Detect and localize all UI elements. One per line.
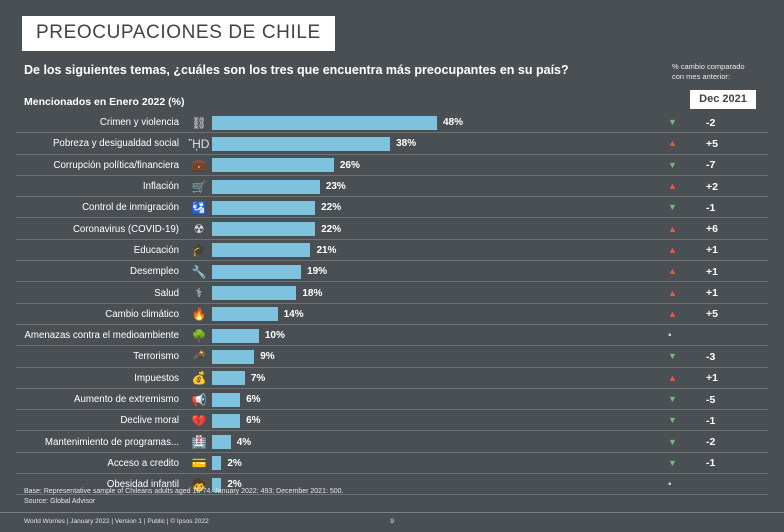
bar-container	[212, 155, 596, 176]
shopping-cart-icon: 🛒	[191, 179, 207, 194]
person-begging-icon: ᾜD	[188, 136, 210, 151]
chart-subtitle: Mencionados en Enero 2022 (%)	[24, 96, 185, 108]
bar	[212, 307, 278, 321]
bar-value-label: 6%	[246, 394, 261, 405]
comparison-period-badge: Dec 2021	[690, 90, 756, 109]
bar-chart	[8, 112, 776, 495]
child-icon: 🧒	[191, 477, 207, 492]
bar-value-label: 48%	[443, 117, 464, 129]
category-label: Impuestos	[134, 372, 179, 384]
delta-cell	[596, 453, 776, 474]
chart-row	[8, 112, 776, 133]
bar	[212, 456, 221, 470]
bar-value-label: 10%	[264, 330, 285, 342]
delta-cell	[596, 218, 776, 239]
bar-value-label: 2%	[227, 479, 242, 491]
delta-value: -1	[706, 414, 716, 427]
category-label: Mantenimiento de programas...	[44, 436, 179, 448]
chart-row	[8, 325, 776, 346]
briefcase-money-icon: 💼	[191, 158, 207, 173]
delta-cell	[596, 133, 776, 154]
chart-row	[8, 155, 776, 176]
bar	[212, 350, 254, 364]
graduation-cap-icon: 🎓	[191, 243, 207, 258]
delta-cell	[596, 474, 776, 495]
bar-container	[212, 112, 596, 133]
arrow-down-icon: ▼	[668, 117, 677, 128]
delta-cell	[596, 155, 776, 176]
delta-value: +1	[706, 265, 718, 278]
bar-container	[212, 133, 596, 154]
bar-container	[212, 176, 596, 197]
bar-container	[212, 368, 596, 389]
bar	[212, 116, 437, 130]
base-note	[24, 487, 343, 507]
tree-icon: 🌳	[191, 328, 207, 343]
comparison-note: % cambio comparado con mes anterior:	[672, 62, 745, 82]
chart-row	[8, 282, 776, 303]
category-label: Aumento de extremismo	[74, 394, 179, 405]
arrow-down-icon: ▼	[668, 436, 677, 447]
bar-container	[212, 389, 596, 410]
megaphone-icon: 📢	[191, 392, 207, 407]
delta-cell	[596, 197, 776, 218]
survey-question: De los siguientes temas, ¿cuáles son los tres que encuentra más preocupantes en su país?	[24, 63, 569, 77]
delta-cell	[596, 368, 776, 389]
bar-container	[212, 346, 596, 367]
bar-container	[212, 282, 596, 303]
arrow-up-icon: ▲	[668, 244, 677, 255]
footer-bar	[0, 512, 784, 532]
bar-value-label: 14%	[283, 308, 304, 320]
money-icon: 💰	[191, 371, 207, 386]
broken-heart-icon: 💔	[191, 413, 207, 428]
delta-value: -7	[706, 159, 716, 172]
page-number: 9	[390, 518, 394, 525]
chart-row	[8, 410, 776, 431]
delta-value: +1	[706, 244, 718, 257]
footer-meta: World Worries | January 2022 | Version 1 | Public | © Ipsos 2022	[24, 518, 209, 525]
arrow-down-icon: ▼	[668, 159, 677, 170]
chart-row	[8, 453, 776, 474]
bar-container	[212, 431, 596, 452]
bar	[212, 243, 310, 257]
bar-container	[212, 410, 596, 431]
category-label: Salud	[154, 287, 179, 299]
arrow-down-icon: ▼	[668, 415, 677, 426]
bar	[212, 137, 390, 151]
bar-value-label: 18%	[302, 287, 323, 299]
bar-value-label: 7%	[250, 372, 266, 384]
delta-value: -3	[706, 350, 716, 363]
bar-value-label: 9%	[260, 351, 275, 363]
chart-row	[8, 346, 776, 367]
base-note-line1: Base: Representative sample of Chileans adults aged 16-74. January 2022: 493; December 2021: 500.	[24, 488, 344, 495]
bar-container	[212, 453, 596, 474]
category-label: Educación	[133, 244, 179, 256]
bomb-icon: 💣	[191, 349, 207, 364]
category-label: Coronavirus (COVID-19)	[72, 223, 179, 235]
hospital-icon: 🏥	[191, 435, 207, 450]
delta-value: -1	[706, 201, 716, 214]
category-label: Control de inmigración	[82, 202, 179, 214]
delta-value: -2	[706, 116, 716, 129]
no-change-icon: ▪	[668, 329, 672, 341]
arrow-down-icon: ▼	[668, 351, 677, 362]
bar-container	[212, 304, 596, 325]
delta-value: +1	[706, 287, 718, 300]
bar	[212, 435, 231, 449]
bar-container	[212, 240, 596, 261]
bar-value-label: 26%	[339, 159, 360, 171]
fire-icon: 🔥	[191, 307, 207, 322]
delta-cell	[596, 176, 776, 197]
chart-row	[8, 218, 776, 239]
delta-cell	[596, 346, 776, 367]
category-label: Desempleo	[129, 266, 179, 278]
virus-icon: ☢	[193, 222, 205, 237]
delta-value: -2	[706, 436, 716, 449]
bar-container	[212, 197, 596, 218]
arrow-up-icon: ▲	[668, 223, 677, 234]
category-label: Pobreza y desigualdad social	[52, 138, 179, 150]
delta-cell	[596, 304, 776, 325]
bar	[212, 329, 259, 343]
page-title: PREOCUPACIONES DE CHILE	[22, 16, 335, 51]
category-label: Acceso a credito	[107, 457, 179, 469]
no-change-icon: ▪	[668, 478, 672, 490]
chart-row	[8, 368, 776, 389]
bar	[212, 414, 240, 428]
base-note-line2: Source: Global Advisor	[24, 497, 96, 505]
arrow-up-icon: ▲	[668, 266, 677, 277]
chart-row	[8, 240, 776, 261]
delta-value: -5	[706, 393, 716, 406]
delta-value: -1	[706, 457, 716, 470]
bar	[212, 158, 334, 172]
arrow-down-icon: ▼	[668, 457, 677, 468]
bar-value-label: 2%	[227, 457, 242, 469]
worker-tools-icon: 🔧	[191, 264, 207, 279]
arrow-up-icon: ▲	[668, 138, 677, 149]
delta-cell	[596, 112, 776, 133]
category-label: Amenazas contra el medioambiente	[24, 330, 179, 342]
delta-value: +5	[706, 137, 718, 150]
chart-row	[8, 197, 776, 218]
category-label: Obesidad infantil	[106, 479, 179, 491]
medical-kit-icon: ⚕	[195, 286, 203, 301]
handcuffs-icon: ⛓	[191, 115, 207, 130]
passport-icon: 🛂	[191, 200, 207, 215]
category-label: Terrorismo	[133, 351, 179, 363]
bar-container	[212, 261, 596, 282]
chart-row	[8, 261, 776, 282]
bar-value-label: 21%	[316, 244, 337, 256]
bar-value-label: 23%	[325, 181, 346, 193]
arrow-up-icon: ▲	[668, 181, 677, 192]
arrow-up-icon: ▲	[668, 308, 677, 319]
bar-container	[212, 218, 596, 239]
arrow-down-icon: ▼	[668, 202, 677, 213]
bar	[212, 201, 315, 215]
category-label: Crimen y violencia	[99, 117, 179, 129]
arrow-down-icon: ▼	[668, 394, 677, 404]
delta-cell	[596, 410, 776, 431]
category-label: Inflación	[142, 181, 179, 193]
bar	[212, 222, 315, 236]
chart-row	[8, 133, 776, 154]
delta-cell	[596, 282, 776, 303]
bar-value-label: 4%	[236, 436, 252, 448]
category-label: Corrupción política/financiera	[53, 159, 179, 171]
delta-cell	[596, 325, 776, 346]
delta-value: +1	[706, 372, 718, 385]
chart-row	[8, 176, 776, 197]
arrow-up-icon: ▲	[668, 287, 677, 298]
bar-value-label: 6%	[246, 415, 261, 427]
category-label: Declive moral	[120, 415, 179, 427]
bar-value-label: 22%	[321, 223, 342, 235]
bar	[212, 371, 245, 385]
bar	[212, 180, 320, 194]
delta-value: +5	[706, 308, 718, 321]
bar	[212, 265, 301, 279]
bar	[212, 286, 296, 300]
chart-row	[8, 304, 776, 325]
chart-row	[8, 431, 776, 452]
delta-value: +6	[706, 223, 718, 236]
bar-value-label: 22%	[321, 202, 342, 214]
delta-value: +2	[706, 180, 718, 193]
bar-container	[212, 325, 596, 346]
bar	[212, 393, 240, 407]
credit-card-icon: 💳	[191, 456, 207, 471]
delta-cell	[596, 240, 776, 261]
chart-row	[8, 389, 776, 410]
bar-value-label: 38%	[396, 138, 417, 150]
arrow-up-icon: ▲	[668, 372, 677, 383]
delta-cell	[596, 389, 776, 410]
delta-cell	[596, 431, 776, 452]
bar-value-label: 19%	[307, 266, 328, 278]
category-label: Cambio climático	[105, 308, 179, 320]
delta-cell	[596, 261, 776, 282]
